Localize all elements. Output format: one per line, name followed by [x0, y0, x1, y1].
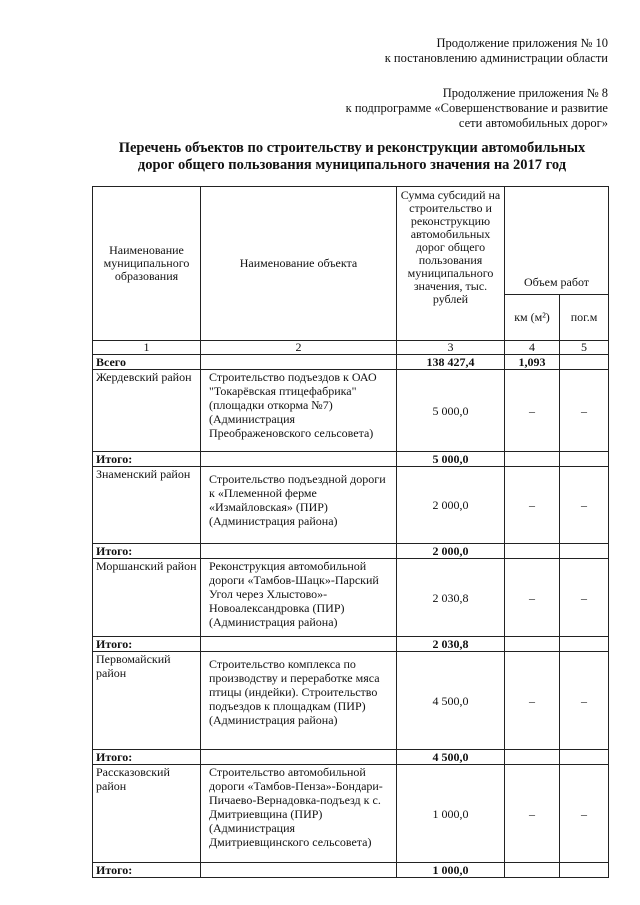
object-name: Строительство подъездов к ОАО "Токарёвская птицефабрика" (площадки откорма №7) (Администрация Преображеновского сельсовета)	[201, 370, 397, 452]
district-name: Первомайский район	[93, 652, 201, 750]
subtotal-row	[93, 544, 609, 559]
object-name: Реконструкция автомобильной дороги «Тамбов-Шацк»-Парский Угол через Хлыстово»-Новоалександровка (ПИР) (Администрация района)	[201, 559, 397, 637]
table-row	[93, 559, 609, 637]
subtotal-label: Итого:	[93, 863, 201, 878]
subtotal-sum: 1 000,0	[397, 863, 505, 878]
object-name: Строительство подъездной дороги к «Племенной ферме «Измайловская» (ПИР) (Администрация района)	[201, 467, 397, 544]
total-sum: 138 427,4	[397, 355, 505, 370]
table-row	[93, 467, 609, 544]
appendix-header-10	[385, 36, 608, 66]
subtotal-sum: 2 030,8	[397, 637, 505, 652]
total-km: 1,093	[505, 355, 560, 370]
empty-cell	[560, 544, 609, 559]
header-row	[93, 187, 609, 295]
empty-cell	[560, 355, 609, 370]
subtotal-sum: 4 500,0	[397, 750, 505, 765]
column-number: 5	[560, 341, 609, 355]
column-number: 1	[93, 341, 201, 355]
header-km: км (м²)	[505, 295, 560, 341]
header-line: сети автомобильных дорог»	[458, 116, 608, 130]
empty-cell	[201, 863, 397, 878]
column-numbers-row	[93, 341, 609, 355]
subtotal-sum: 2 000,0	[397, 544, 505, 559]
subsidy-sum: 2 000,0	[397, 467, 505, 544]
district-name: Рассказовский район	[93, 765, 201, 863]
header-line: к подпрограмме «Совершенствование и развитие	[345, 101, 608, 115]
pog-m-value: –	[560, 467, 609, 544]
header-object-name: Наименование объекта	[201, 187, 397, 341]
district-name: Знаменский район	[93, 467, 201, 544]
header-work-volume: Объем работ	[505, 187, 609, 295]
subtotal-row	[93, 637, 609, 652]
header-pog-m: пог.м	[560, 295, 609, 341]
empty-cell	[505, 452, 560, 467]
header-subsidy-sum: Сумма субсидий на строительство и реконструкцию автомобильных дорог общего пользования муниципального значения, тыс. рублей	[397, 187, 505, 341]
empty-cell	[560, 750, 609, 765]
table-row	[93, 765, 609, 863]
km-value: –	[505, 559, 560, 637]
empty-cell	[560, 637, 609, 652]
empty-cell	[201, 355, 397, 370]
title-line: Перечень объектов по строительству и реконструкции автомобильных	[118, 140, 586, 156]
subsidy-sum: 5 000,0	[397, 370, 505, 452]
header-line: Продолжение приложения № 10	[436, 36, 608, 50]
table-row	[93, 652, 609, 750]
km-value: –	[505, 467, 560, 544]
empty-cell	[201, 452, 397, 467]
total-row	[93, 355, 609, 370]
empty-cell	[560, 452, 609, 467]
total-label: Всего	[93, 355, 201, 370]
subtotal-sum: 5 000,0	[397, 452, 505, 467]
appendix-header-8	[346, 86, 608, 131]
empty-cell	[560, 863, 609, 878]
empty-cell	[201, 637, 397, 652]
empty-cell	[505, 544, 560, 559]
header-municipality: Наименование муниципального образования	[93, 187, 201, 341]
district-name: Жердевский район	[93, 370, 201, 452]
subtotal-row	[93, 863, 609, 878]
pog-m-value: –	[560, 652, 609, 750]
header-line: к постановлению администрации области	[384, 51, 608, 65]
empty-cell	[505, 750, 560, 765]
km-value: –	[505, 765, 560, 863]
subsidy-sum: 4 500,0	[397, 652, 505, 750]
column-number: 3	[397, 341, 505, 355]
subsidy-sum: 1 000,0	[397, 765, 505, 863]
table-row	[93, 370, 609, 452]
column-number: 2	[201, 341, 397, 355]
objects-table	[92, 186, 609, 878]
empty-cell	[505, 863, 560, 878]
object-name: Строительство автомобильной дороги «Тамбов-Пенза»-Бондари-Пичаево-Вернадовка-подъезд к с. Дмитриевщина (ПИР) (Администрация Дмитриевщинского сельсовета)	[201, 765, 397, 863]
subtotal-row	[93, 750, 609, 765]
km-value: –	[505, 652, 560, 750]
pog-m-value: –	[560, 370, 609, 452]
subtotal-row	[93, 452, 609, 467]
subtotal-label: Итого:	[93, 637, 201, 652]
header-line: Продолжение приложения № 8	[442, 86, 608, 100]
title-line: дорог общего пользования муниципального значения на 2017 год	[137, 157, 567, 173]
km-value: –	[505, 370, 560, 452]
object-name: Строительство комплекса по производству и переработке мяса птицы (индейки). Строительство подъездов к площадкам (ПИР) (Администрация района)	[201, 652, 397, 750]
subsidy-sum: 2 030,8	[397, 559, 505, 637]
column-number: 4	[505, 341, 560, 355]
subtotal-label: Итого:	[93, 750, 201, 765]
pog-m-value: –	[560, 765, 609, 863]
subtotal-label: Итого:	[93, 544, 201, 559]
document-title	[92, 140, 612, 174]
subtotal-label: Итого:	[93, 452, 201, 467]
district-name: Моршанский район	[93, 559, 201, 637]
pog-m-value: –	[560, 559, 609, 637]
empty-cell	[201, 750, 397, 765]
empty-cell	[201, 544, 397, 559]
empty-cell	[505, 637, 560, 652]
